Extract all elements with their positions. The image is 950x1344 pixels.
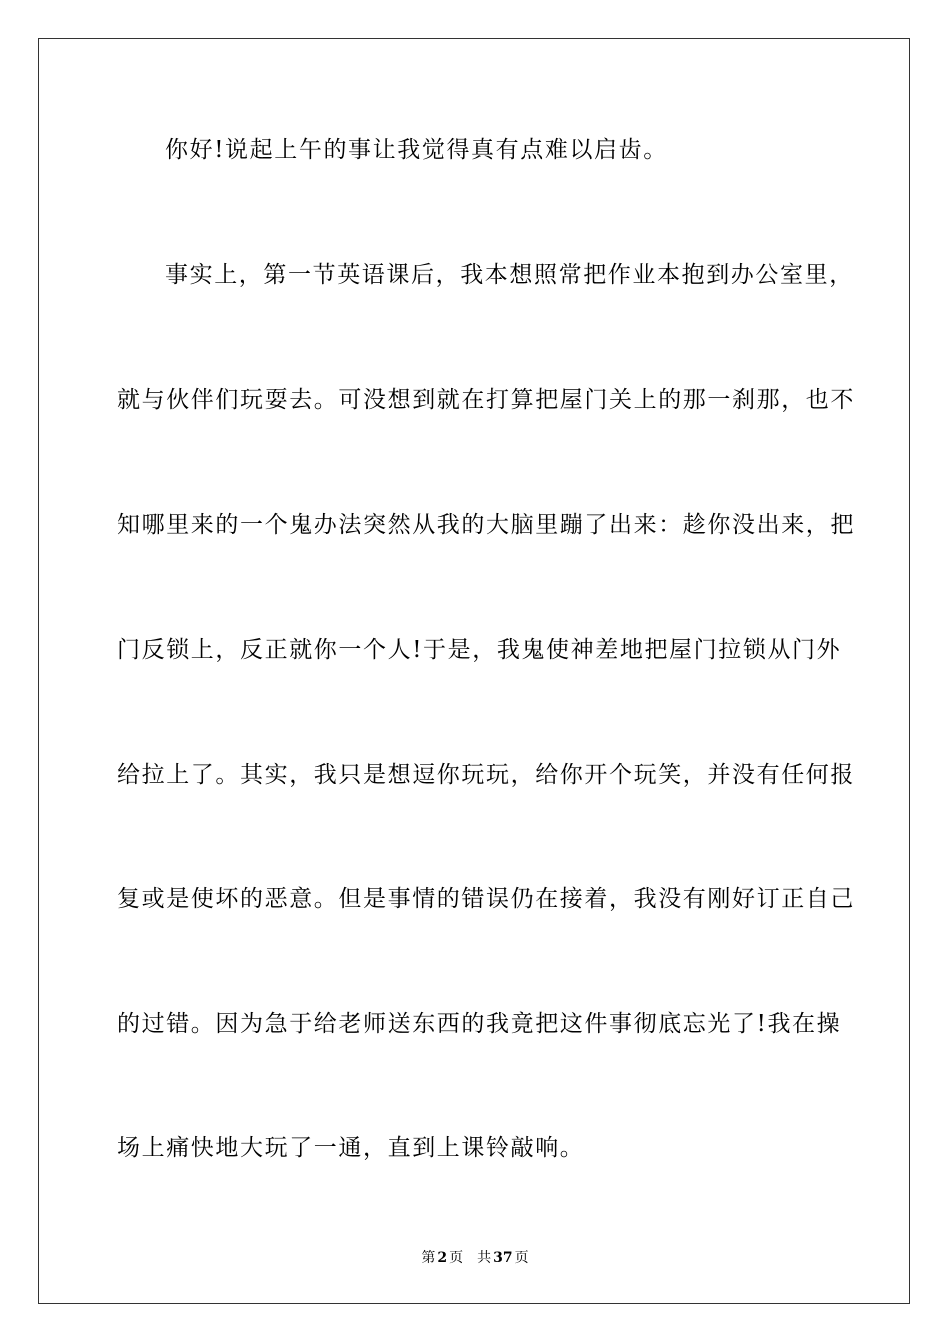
paragraph-line-3: 就与伙伴们玩耍去。可没想到就在打算把屋门关上的那一刹那，也不: [117, 387, 855, 413]
paragraph-line-6: 给拉上了。其实，我只是想逗你玩玩，给你开个玩笑，并没有任何报: [117, 762, 855, 788]
footer-total-suffix: 页: [514, 1250, 529, 1266]
page-frame: [38, 38, 910, 1304]
footer-total-prefix: 共: [477, 1250, 492, 1266]
footer-page-suffix: 页: [449, 1250, 464, 1266]
footer-current-page: 2: [437, 1250, 448, 1266]
paragraph-line-1: 你好!说起上午的事让我觉得真有点难以启齿。: [165, 137, 668, 163]
paragraph-line-5: 门反锁上，反正就你一个人!于是，我鬼使神差地把屋门拉锁从门外: [117, 637, 842, 663]
paragraph-line-2: 事实上，第一节英语课后，我本想照常把作业本抱到办公室里，: [165, 262, 854, 288]
footer-page-prefix: 第: [421, 1250, 436, 1266]
footer-total-pages: 37: [493, 1250, 513, 1266]
paragraph-line-4: 知哪里来的一个鬼办法突然从我的大脑里蹦了出来：趁你没出来，把: [117, 512, 855, 538]
paragraph-line-8: 的过错。因为急于给老师送东西的我竟把这件事彻底忘光了!我在操: [117, 1011, 842, 1037]
paragraph-line-9: 场上痛快地大玩了一通，直到上课铃敲响。: [117, 1135, 585, 1161]
paragraph-line-7: 复或是使坏的恶意。但是事情的错误仍在接着，我没有刚好订正自己: [117, 886, 855, 912]
page-footer: [0, 1247, 950, 1267]
